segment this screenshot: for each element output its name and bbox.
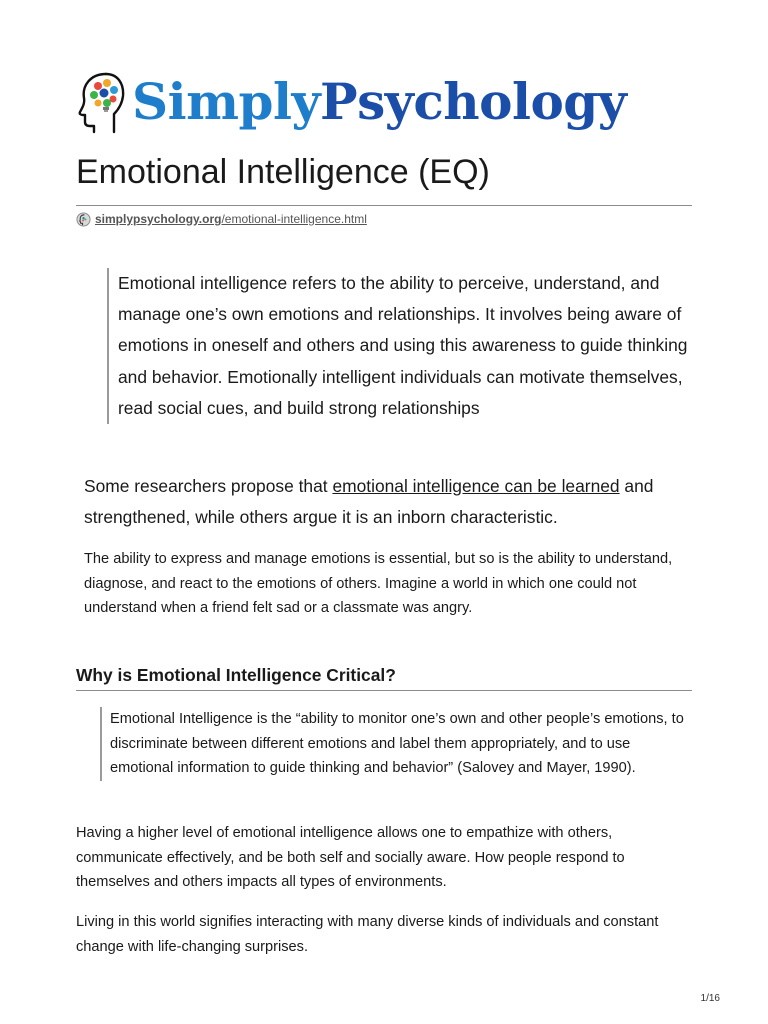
site-favicon-icon [76, 212, 91, 227]
brand-wordmark [132, 72, 627, 131]
brand-simply: Simply [132, 72, 321, 131]
source-path[interactable]: /emotional-intelligence.html [221, 212, 367, 226]
site-logo[interactable] [76, 66, 626, 138]
definition-quote: Emotional Intelligence is the “ability to monitor one’s own and other people’s emotions, to discriminate between different emotions and label them appropriately, and to use emotional information to guide thinking and behavior” (Salovey and Mayer, 1990). [100, 707, 690, 781]
title-divider [76, 205, 692, 206]
section-heading: Why is Emotional Intelligence Critical? [76, 665, 396, 685]
lead-text-before: Some researchers propose that [84, 476, 333, 496]
source-domain[interactable]: simplypsychology.org [95, 212, 222, 226]
source-link[interactable] [76, 209, 367, 229]
learned-link[interactable]: emotional intelligence can be learned [332, 476, 620, 496]
lead-text-after: and strengthened, while others argue it is an inborn characteristic. [84, 476, 654, 528]
intro-paragraph: The ability to express and manage emotions is essential, but so is the ability to understand, diagnose, and react to the emotions of others. Imagine a world in which one could not understand when a friend felt sad or a classmate was angry. [84, 551, 673, 616]
summary-quote: Emotional intelligence refers to the ability to perceive, understand, and manage one’s own emotions and relationships. It involves being aware of emotions in oneself and others and using this awareness to guide thinking and behavior. Emotionally intelligent individuals can motivate themselves, read social cues, and build strong relationships [107, 268, 698, 424]
section-divider [76, 690, 692, 691]
brain-head-icon [76, 70, 128, 134]
paragraph-living: Living in this world signifies interacting with many diverse kinds of individuals and constant change with life-changing surprises. [76, 914, 659, 955]
paragraph-empathy: Having a higher level of emotional intelligence allows one to empathize with others, communicate effectively, and be both self and socially aware. How people respond to themselves and others impacts all types of environments. [76, 825, 625, 890]
brand-psychology: Psychology [320, 72, 627, 131]
page-title: Emotional Intelligence (EQ) [76, 153, 490, 191]
page-number: 1/16 [700, 993, 720, 1004]
lead-paragraph [84, 471, 692, 533]
